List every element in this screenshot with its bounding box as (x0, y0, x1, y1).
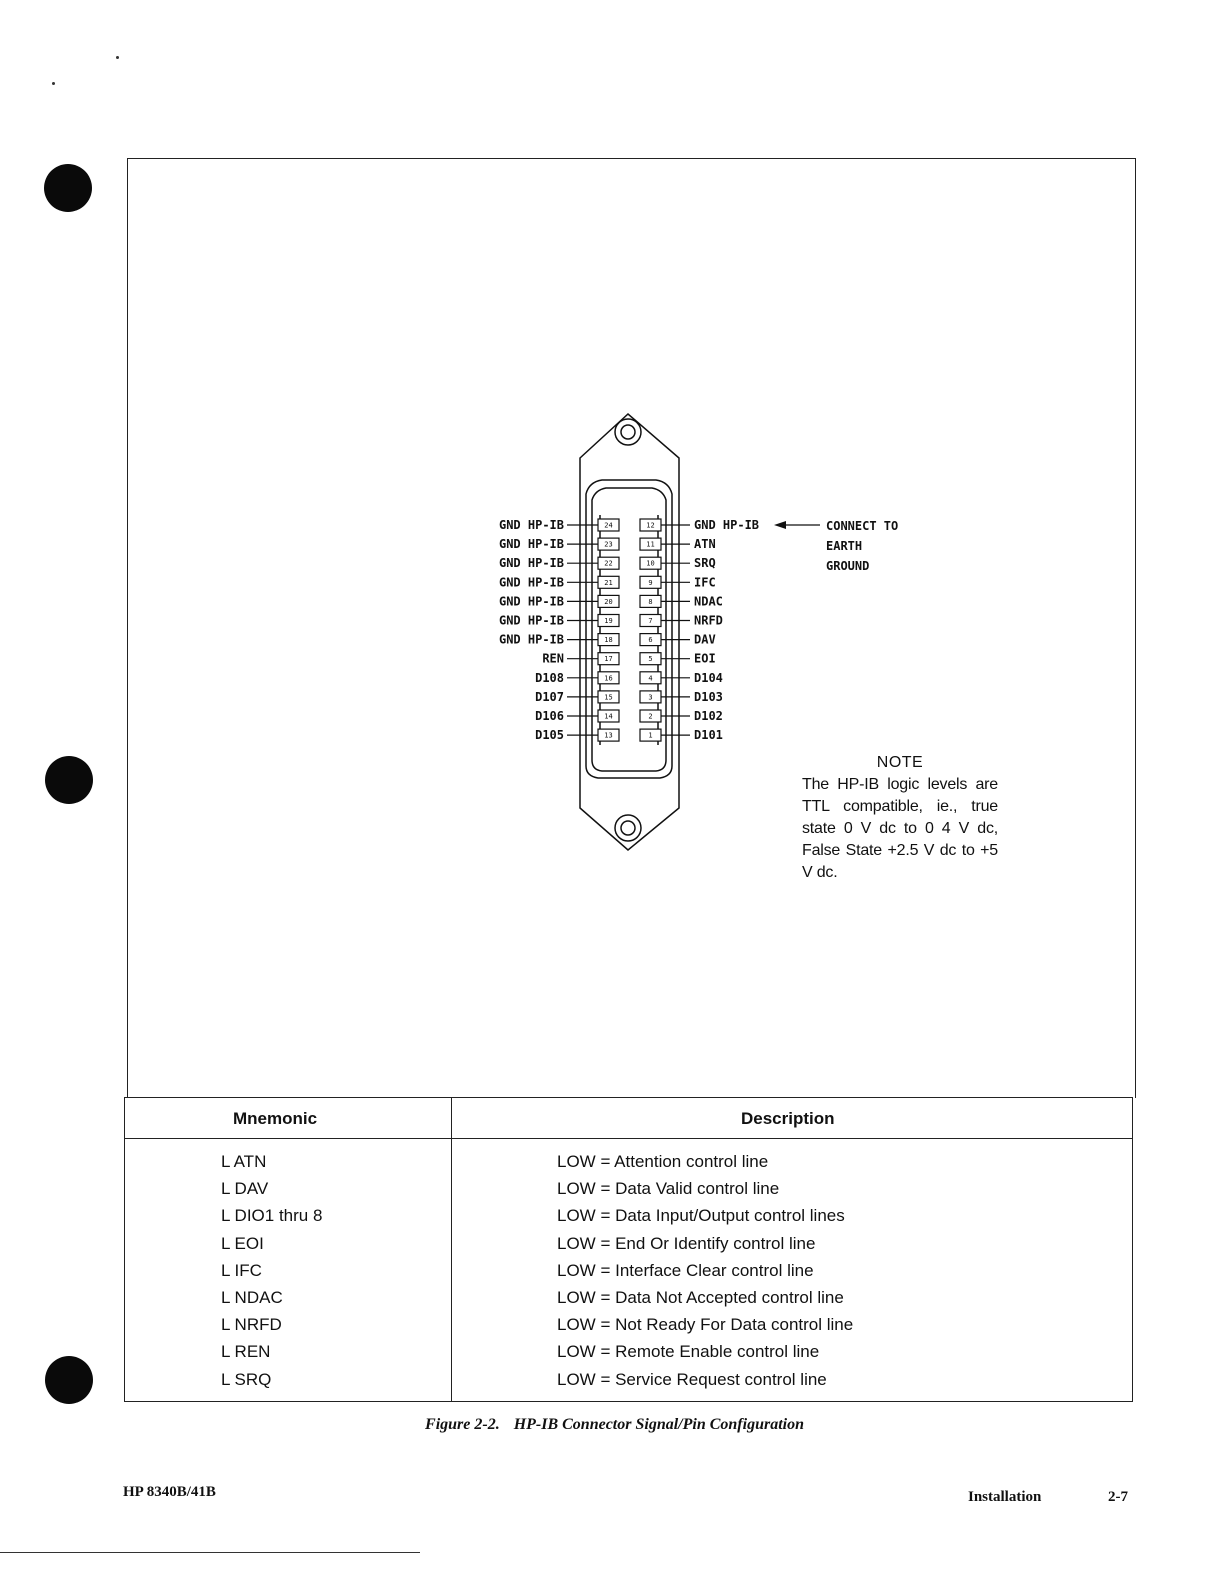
table-row-mnemonic: L DAV (221, 1179, 269, 1199)
table-row-description: LOW = Not Ready For Data control line (557, 1315, 854, 1335)
left-pin-number: 23 (604, 540, 613, 549)
footer-page-number: 2-7 (1108, 1489, 1128, 1505)
pin-rows (499, 518, 759, 742)
table-row-description: LOW = Service Request control line (557, 1369, 827, 1389)
pin-row (535, 690, 723, 704)
left-pin-number: 14 (604, 712, 613, 721)
pin-row (499, 537, 716, 551)
earth-ground-callout (774, 519, 898, 573)
left-pin-number: 13 (604, 731, 613, 740)
pin-row (499, 518, 759, 532)
table-row-mnemonic: L NRFD (221, 1315, 282, 1335)
table-row-mnemonic: L SRQ (221, 1369, 272, 1389)
callout-line-1: CONNECT TO (826, 519, 899, 533)
right-pin-label: IFC (694, 575, 716, 590)
table-row-description: LOW = Data Not Accepted control line (557, 1287, 844, 1307)
binder-hole-bottom (45, 1356, 93, 1404)
right-pin-label: EOI (694, 651, 716, 666)
header-mnemonic: Mnemonic (233, 1109, 318, 1128)
right-pin-label: D101 (694, 728, 723, 743)
left-pin-number: 16 (604, 674, 613, 683)
table-row-mnemonic: L IFC (221, 1260, 262, 1280)
header-description: Description (741, 1109, 835, 1128)
pin-row (499, 556, 716, 570)
left-pin-label: D105 (535, 728, 564, 743)
note-title: NOTE (876, 754, 924, 771)
left-pin-label: REN (542, 651, 564, 666)
right-pin-number: 10 (646, 559, 655, 568)
footer-model: HP 8340B/41B (123, 1484, 216, 1500)
left-pin-number: 24 (604, 521, 613, 530)
figure-caption (0, 1416, 1229, 1434)
pin-row (499, 594, 723, 608)
right-pin-number: 6 (648, 636, 653, 645)
table-row-description: LOW = Attention control line (557, 1152, 769, 1171)
callout-line-2: EARTH (826, 539, 863, 553)
right-pin-label: GND HP-IB (694, 518, 760, 532)
right-pin-number: 4 (648, 674, 653, 683)
table-row-description: LOW = End Or Identify control line (557, 1233, 816, 1253)
bottom-rule (0, 1552, 420, 1553)
right-pin-label: NDAC (694, 594, 723, 609)
right-pin-number: 12 (646, 521, 655, 530)
right-pin-label: SRQ (694, 556, 716, 571)
left-pin-number: 15 (604, 693, 613, 702)
left-pin-label: D108 (535, 670, 564, 685)
left-pin-label: GND HP-IB (498, 575, 564, 590)
description-column (557, 1148, 853, 1393)
pin-row (535, 709, 723, 723)
right-pin-number: 11 (646, 540, 655, 549)
table-row-description: LOW = Interface Clear control line (557, 1260, 814, 1280)
left-pin-label: GND HP-IB (498, 556, 564, 571)
pin-row (499, 614, 723, 628)
table-row-description: LOW = Data Valid control line (557, 1179, 780, 1199)
logic-level-note (802, 752, 998, 884)
connector-shell (580, 414, 679, 850)
left-pin-number: 22 (604, 559, 613, 568)
right-pin-label: D102 (694, 709, 723, 723)
right-pin-label: ATN (694, 537, 716, 552)
table-divider (451, 1098, 452, 1401)
right-pin-number: 2 (648, 712, 653, 721)
figure-title: HP-IB Connector Signal/Pin Configuration (513, 1416, 804, 1433)
right-pin-label: DAV (694, 632, 716, 647)
table-header-rule (125, 1138, 1132, 1139)
footer-section: Installation (968, 1489, 1042, 1505)
left-pin-number: 20 (604, 597, 613, 606)
right-pin-number: 1 (648, 731, 653, 740)
left-pin-number: 18 (604, 636, 613, 645)
table-row-mnemonic: L DIO1 thru 8 (221, 1206, 323, 1226)
right-pin-number: 3 (648, 693, 653, 702)
table-row-description: LOW = Data Input/Output control lines (557, 1206, 845, 1226)
table-row-mnemonic: L EOI (221, 1233, 264, 1253)
right-pin-number: 7 (648, 617, 653, 625)
left-pin-number: 19 (604, 617, 613, 625)
pin-row (535, 728, 723, 742)
right-pin-number: 8 (648, 597, 653, 606)
mnemonic-table (124, 1097, 1133, 1402)
pin-row (499, 575, 716, 589)
left-pin-label: GND HP-IB (498, 632, 564, 647)
right-pin-label: D103 (694, 689, 723, 704)
left-pin-number: 21 (604, 578, 613, 587)
left-pin-label: GND HP-IB (498, 537, 564, 552)
mnemonic-column (221, 1148, 322, 1393)
table-row-mnemonic: L NDAC (221, 1287, 283, 1307)
callout-line-3: GROUND (826, 559, 870, 573)
table-row-description: LOW = Remote Enable control line (557, 1342, 820, 1362)
left-pin-label: GND HP-IB (498, 518, 564, 532)
left-pin-label: GND HP-IB (498, 613, 564, 628)
left-pin-label: D107 (535, 689, 564, 704)
right-pin-number: 5 (648, 655, 653, 664)
left-pin-label: GND HP-IB (498, 594, 564, 609)
left-pin-label: D106 (535, 709, 564, 723)
table-row-mnemonic: L REN (221, 1342, 271, 1362)
left-pin-number: 17 (604, 655, 613, 664)
right-pin-label: D104 (694, 670, 723, 685)
figure-number: Figure 2-2. (425, 1416, 500, 1433)
pin-row (542, 652, 715, 666)
note-body: The HP-IB logic levels are TTL compatible, ie., true state 0 V dc to 0 4 V dc, False State +2.5 V dc to +5 V dc. (802, 776, 998, 881)
right-pin-number: 9 (648, 578, 653, 587)
pin-row (535, 671, 723, 685)
table-row-mnemonic: L ATN (221, 1152, 267, 1171)
pin-row (499, 633, 716, 647)
right-pin-label: NRFD (694, 613, 723, 628)
